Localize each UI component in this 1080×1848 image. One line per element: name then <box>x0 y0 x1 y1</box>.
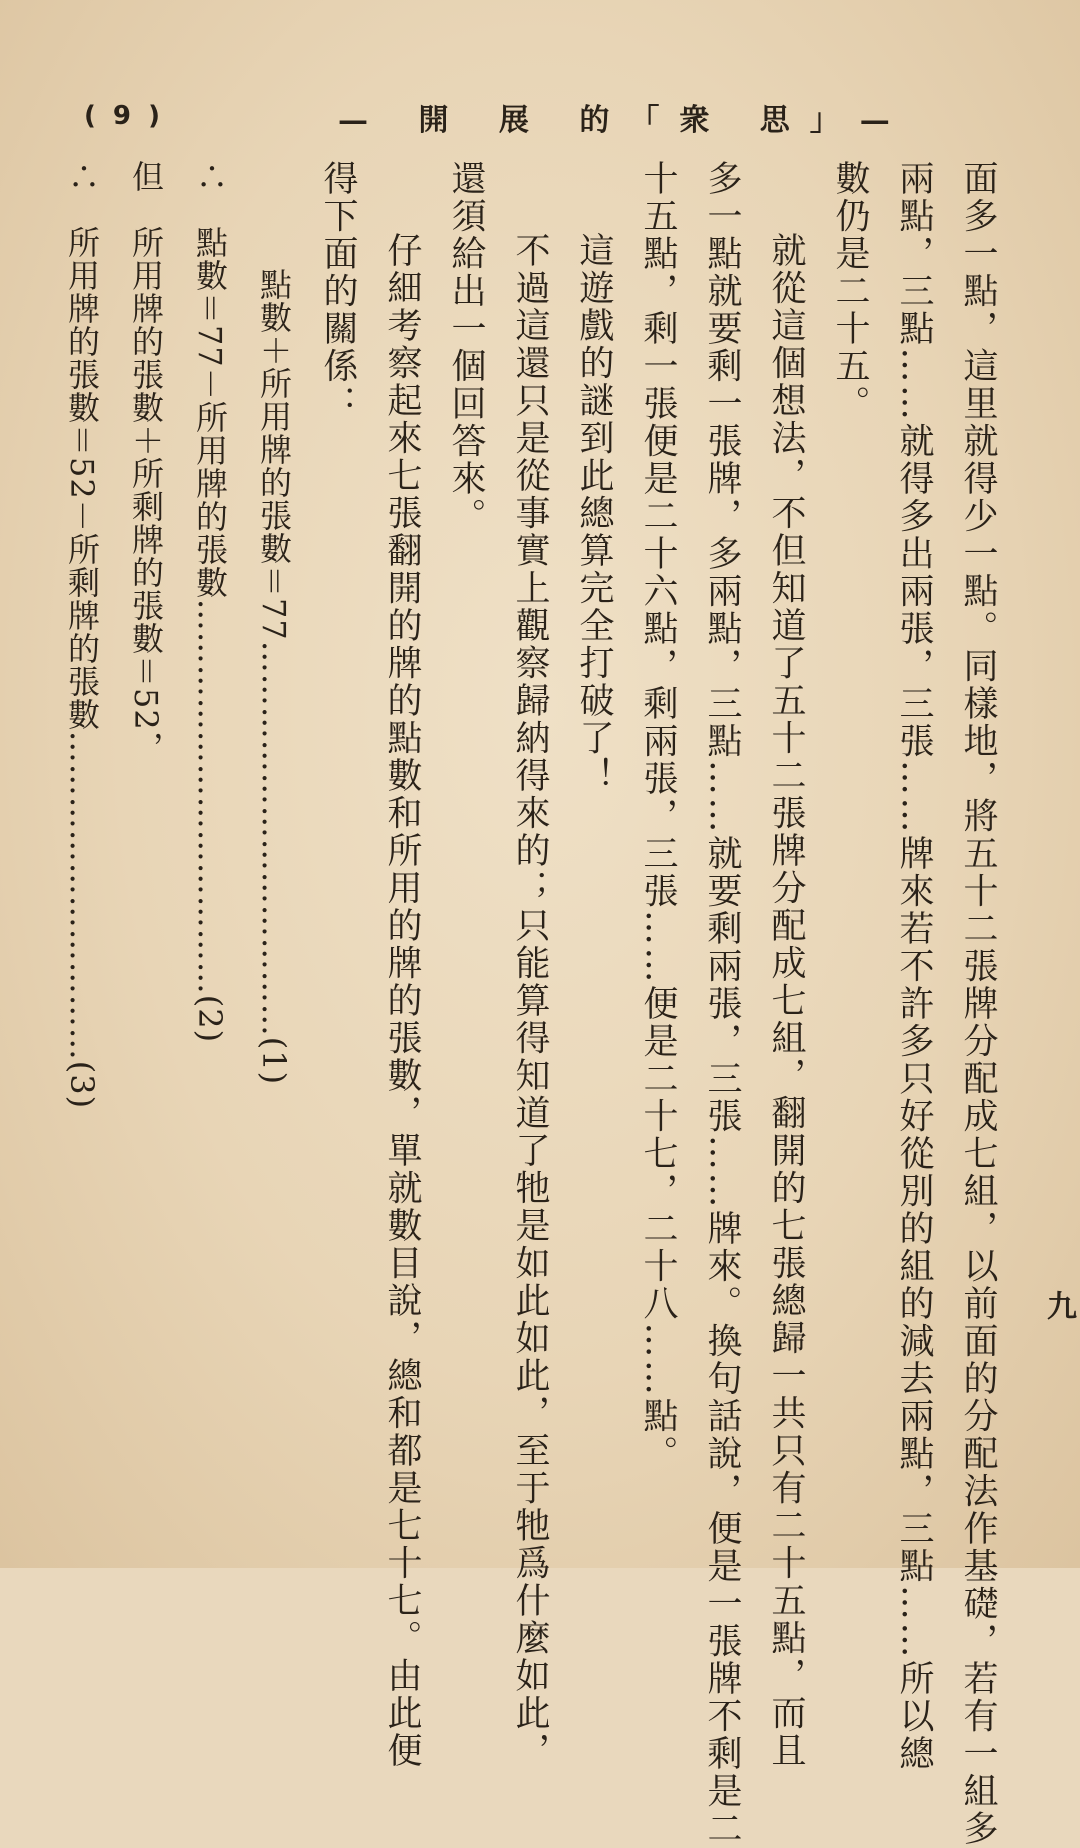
equation-line: 點數＋所用牌的張數＝77………………………………(1) <box>255 268 293 1086</box>
page-header <box>70 95 1010 145</box>
text-column: 仔細考察起來七張翻開的牌的點數和所用的牌的張數，單就數目說，總和都是七十七。由此便 <box>382 232 422 1770</box>
text-column: 還須給出一個回答來。 <box>446 160 486 535</box>
page-number-arabic: ( 9 ) <box>84 101 164 131</box>
equation-line: ∴ 所用牌的張數＝52－所剩牌的張數…………………………(3) <box>63 160 101 1110</box>
equation-line: 但 所用牌的張數＋所剩牌的張數＝52， <box>127 160 165 764</box>
equation-line: ∴ 點數＝77－所用牌的張數………………………………(2) <box>191 160 229 1044</box>
text-column: 不過這還只是從事實上觀察歸納得來的；只能算得知道了牠是如此如此，至于牠爲什麼如此， <box>510 232 550 1770</box>
text-column: 這遊戲的謎到此總算完全打破了！ <box>574 232 614 795</box>
text-column: 數仍是二十五。 <box>830 160 870 423</box>
text-column: 多一點就要剩一張牌，多兩點，三點……就要剩兩張，三張……牌來。換句話說，便是一張牌不剩是二 <box>702 160 742 1848</box>
page-number-chinese: 九 <box>1041 1290 1076 1320</box>
text-column: 兩點，三點……就得多出兩張，三張……牌來若不許多只好從別的組的減去兩點，三點……所以總 <box>894 160 934 1773</box>
text-column: 面多一點，這里就得少一點。同樣地，將五十二張牌分配成七組，以前面的分配法作基礎，若有一組多 <box>958 160 998 1848</box>
text-column: 得下面的關係： <box>318 160 358 423</box>
text-column: 十五點，剩一張便是二十六點，剩兩張，三張……便是二十七，二十八……點。 <box>638 160 678 1473</box>
vertical-body-text <box>50 160 1010 1848</box>
text-column: 就從這個想法，不但知道了五十二張牌分配成七組，翻開的七張總歸一共只有二十五點，而且 <box>766 232 806 1770</box>
running-title: — 開 展 的「衆 思」— <box>338 103 910 138</box>
